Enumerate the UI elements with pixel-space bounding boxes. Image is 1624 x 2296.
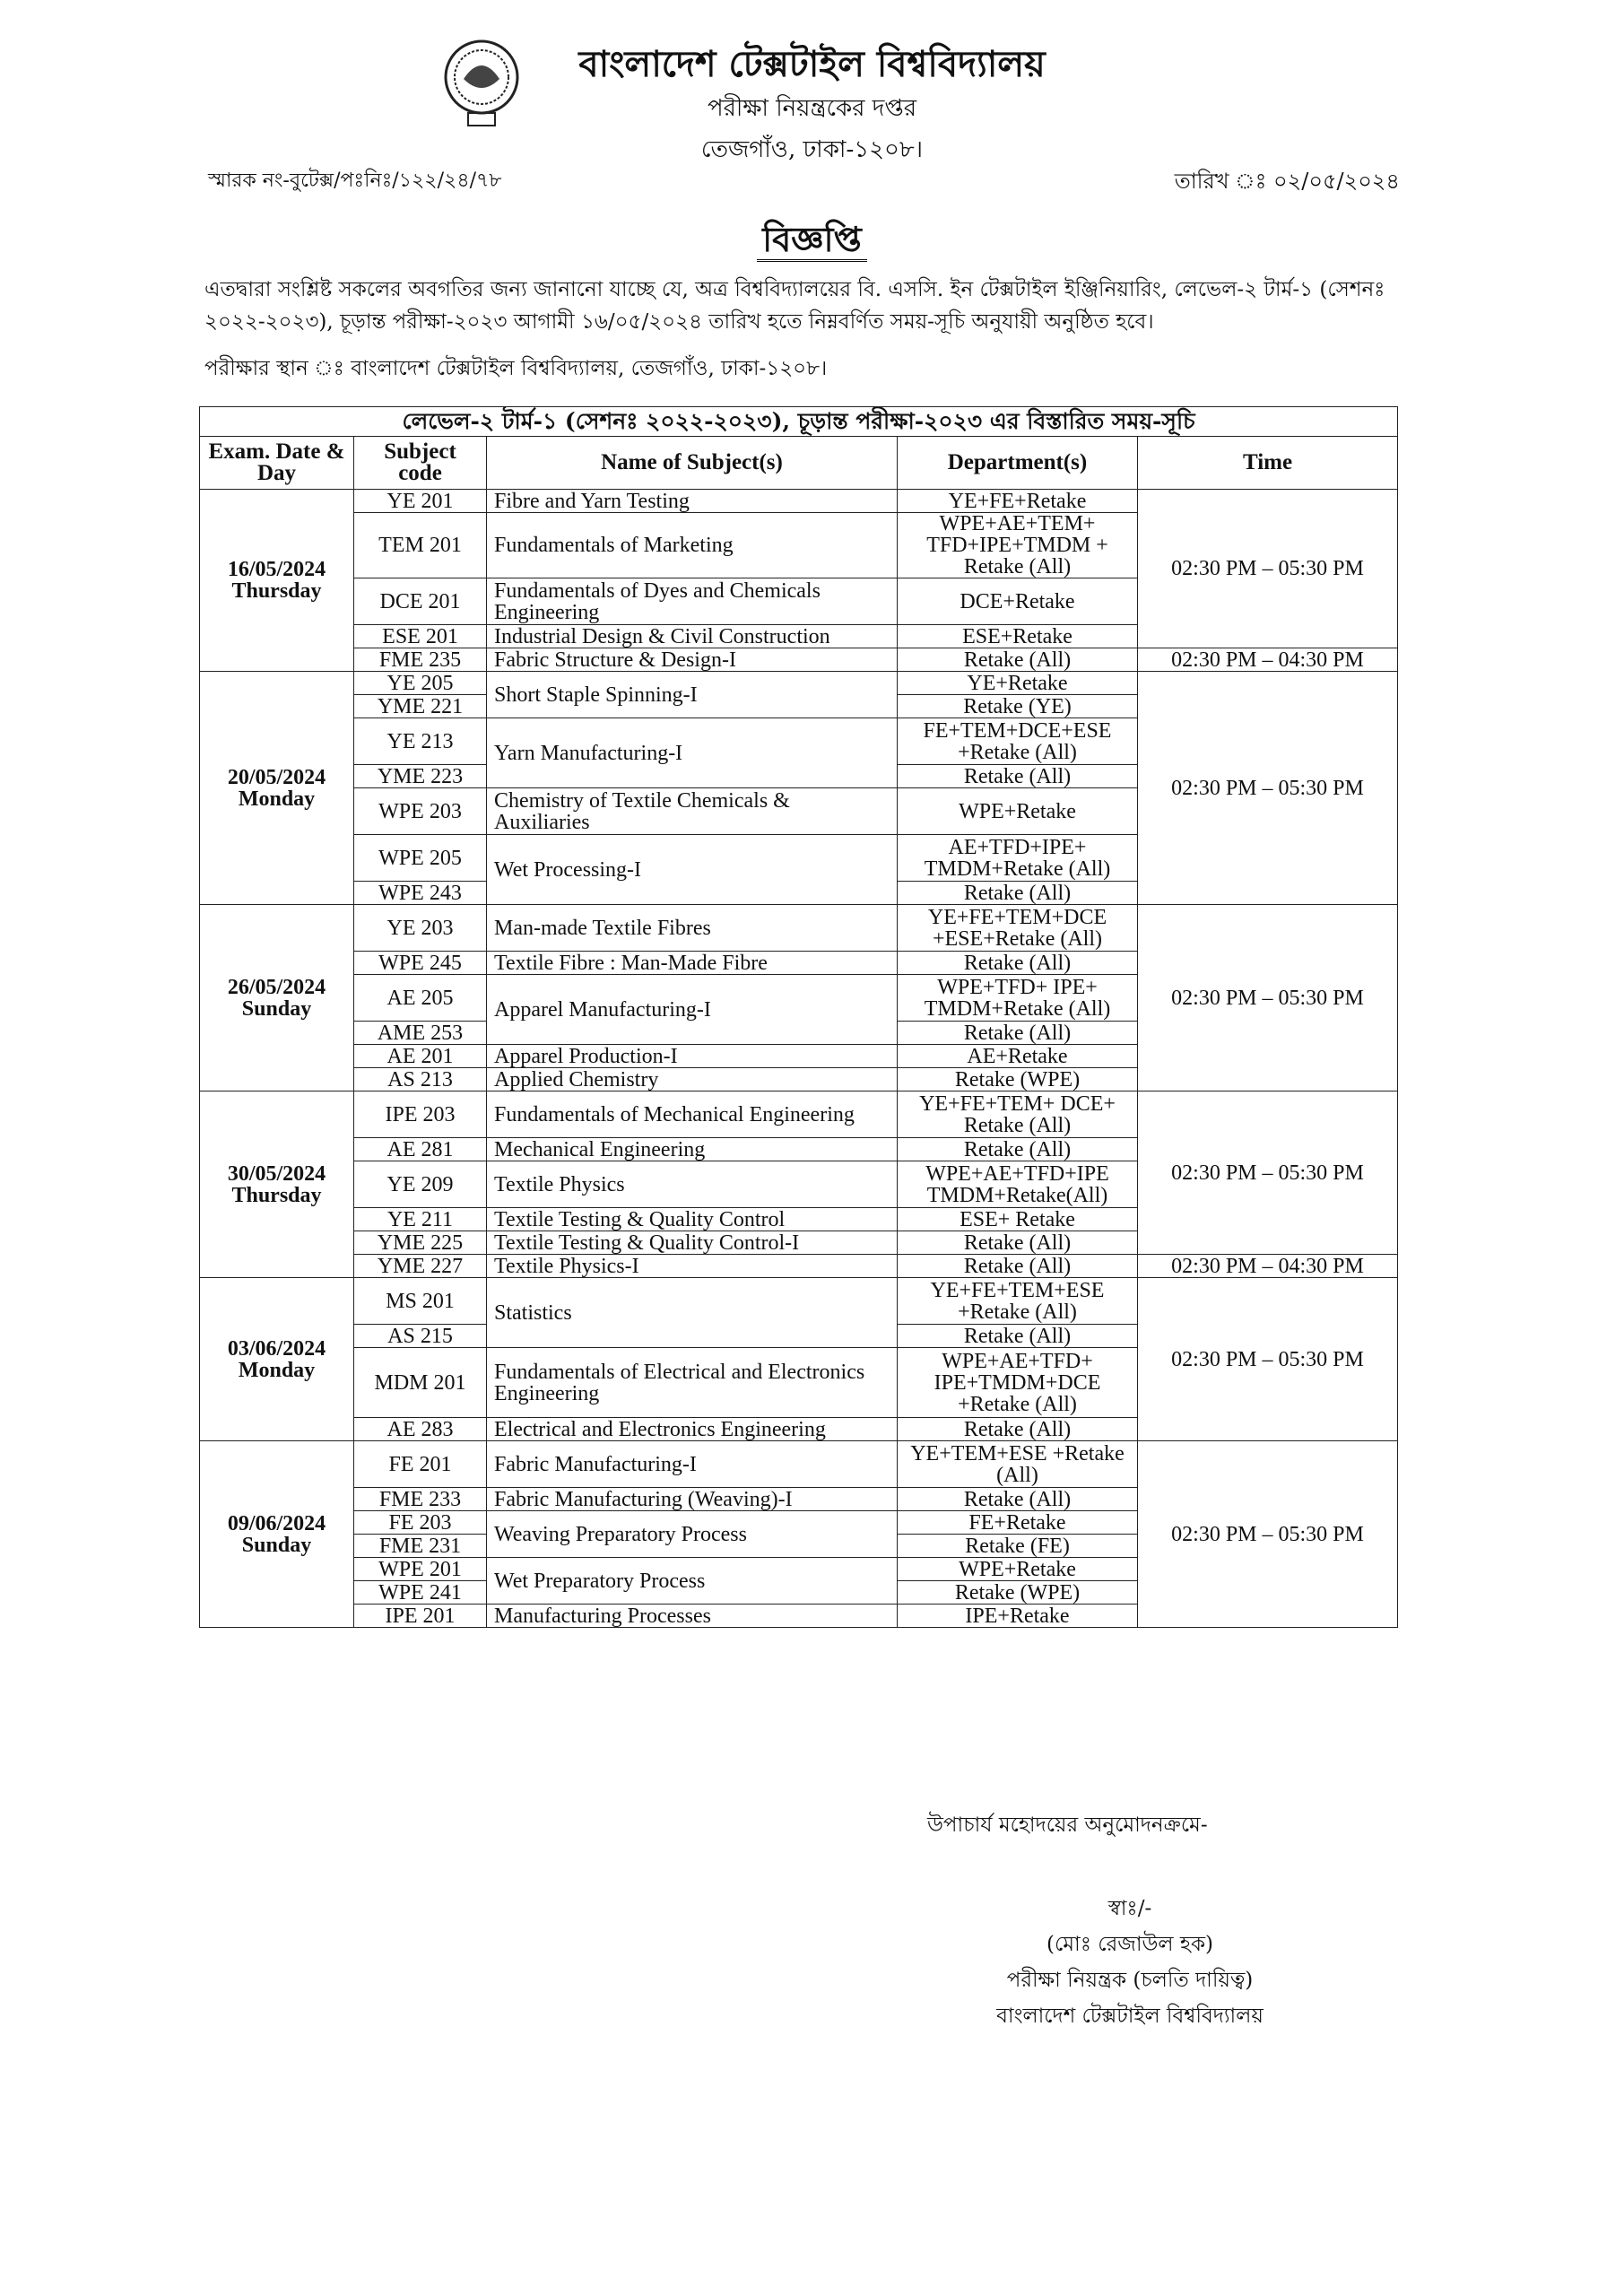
subject-name: Apparel Production-I — [487, 1045, 898, 1068]
notice-title — [0, 213, 1624, 271]
exam-time: 02:30 PM – 04:30 PM — [1138, 648, 1398, 672]
exam-venue: পরীক্ষার স্থান ঃ বাংলাদেশ টেক্সটাইল বিশ্ববিদ্যালয়, তেজগাঁও, ঢাকা-১২০৮। — [204, 357, 828, 380]
department: YE+FE+TEM+ESE +Retake (All) — [898, 1278, 1138, 1325]
subject-code: WPE 241 — [354, 1581, 487, 1605]
exam-time: 02:30 PM – 05:30 PM — [1138, 1278, 1398, 1441]
department: Retake (All) — [898, 1325, 1138, 1348]
department: Retake (WPE) — [898, 1581, 1138, 1605]
subject-name: Statistics — [487, 1278, 898, 1348]
exam-day: Monday — [238, 1358, 316, 1382]
subject-name: Yarn Manufacturing-I — [487, 718, 898, 788]
exam-date: 09/06/2024 — [227, 1511, 326, 1535]
subject-code: ESE 201 — [354, 625, 487, 648]
exam-time: 02:30 PM – 04:30 PM — [1138, 1255, 1398, 1278]
col-header-subject: Name of Subject(s) — [487, 437, 898, 490]
subject-code: YE 213 — [354, 718, 487, 765]
subject-name: Textile Testing & Quality Control — [487, 1208, 898, 1231]
subject-code: WPE 205 — [354, 835, 487, 882]
subject-code: YE 211 — [354, 1208, 487, 1231]
subject-code: MS 201 — [354, 1278, 487, 1325]
exam-day: Sunday — [241, 996, 312, 1021]
department: Retake (All) — [898, 1488, 1138, 1511]
subject-name: Weaving Preparatory Process — [487, 1511, 898, 1558]
exam-time: 02:30 PM – 05:30 PM — [1138, 1091, 1398, 1255]
subject-code: YE 201 — [354, 490, 487, 513]
department: YE+FE+TEM+DCE +ESE+Retake (All) — [898, 905, 1138, 952]
department: Retake (All) — [898, 1231, 1138, 1255]
exam-date: 26/05/2024 — [227, 975, 326, 999]
subject-code: YE 203 — [354, 905, 487, 952]
department: FE+TEM+DCE+ESE +Retake (All) — [898, 718, 1138, 765]
department: FE+Retake — [898, 1511, 1138, 1535]
notice-date: তারিখ ঃ ০২/০৫/২০২৪ — [1174, 169, 1400, 194]
notice-intro: এতদ্বারা সংশ্লিষ্ট সকলের অবগতির জন্য জানানো যাচ্ছে যে, অত্র বিশ্ববিদ্যালয়ের বি. এসসি. ইন টেক্সটাইল ইঞ্জিনিয়ারিং, লেভেল-২ টার্ম-১ (সেশনঃ ২০২২-২০২৩), চূড়ান্ত পরীক্ষা-২০২৩ আগামী ১৬/০৫/২০২৪ তারিখ হতে নিম্নবর্ণিত সময়-সূচি অনুযায়ী অনুষ্ঠিত হবে। — [204, 278, 1385, 334]
exam-day: Sunday — [241, 1533, 312, 1557]
department: Retake (All) — [898, 1418, 1138, 1441]
subject-code: AE 281 — [354, 1138, 487, 1161]
exam-time: 02:30 PM – 05:30 PM — [1138, 672, 1398, 905]
subject-code: AS 213 — [354, 1068, 487, 1091]
subject-name: Fundamentals of Dyes and Chemicals Engineering — [487, 578, 898, 625]
subject-code: AE 201 — [354, 1045, 487, 1068]
exam-date: 20/05/2024 — [227, 765, 326, 789]
subject-code: AS 215 — [354, 1325, 487, 1348]
subject-name: Fabric Manufacturing (Weaving)-I — [487, 1488, 898, 1511]
department: Retake (All) — [898, 952, 1138, 975]
subject-name: Wet Preparatory Process — [487, 1558, 898, 1605]
department: Retake (All) — [898, 1138, 1138, 1161]
signature-block — [897, 0, 1363, 2296]
subject-name: Mechanical Engineering — [487, 1138, 898, 1161]
col-header-department: Department(s) — [898, 437, 1138, 490]
exam-date-cell — [200, 1278, 354, 1441]
exam-time: 02:30 PM – 05:30 PM — [1138, 1441, 1398, 1628]
department: YE+TEM+ESE +Retake (All) — [898, 1441, 1138, 1488]
subject-code: IPE 201 — [354, 1605, 487, 1628]
subject-code: AE 283 — [354, 1418, 487, 1441]
department: WPE+TFD+ IPE+ TMDM+Retake (All) — [898, 975, 1138, 1022]
signature: স্বাঃ/- — [1107, 1897, 1152, 1920]
subject-name: Electrical and Electronics Engineering — [487, 1418, 898, 1441]
department: YE+Retake — [898, 672, 1138, 695]
office-name: পরীক্ষা নিয়ন্ত্রকের দপ্তর — [707, 95, 917, 122]
subject-code: AE 205 — [354, 975, 487, 1022]
exam-date-cell — [200, 1091, 354, 1278]
department: Retake (All) — [898, 1255, 1138, 1278]
subject-code: MDM 201 — [354, 1348, 487, 1418]
signer-name: (মোঃ রেজাউল হক) — [1046, 1933, 1214, 1956]
exam-date-cell — [200, 672, 354, 905]
department: WPE+AE+TFD+ IPE+TMDM+DCE +Retake (All) — [898, 1348, 1138, 1418]
table-caption: লেভেল-২ টার্ম-১ (সেশনঃ ২০২২-২০২৩), চূড়ান্ত পরীক্ষা-২০২৩ এর বিস্তারিত সময়-সূচি — [200, 407, 1398, 437]
department: Retake (YE) — [898, 695, 1138, 718]
exam-date-cell — [200, 490, 354, 672]
subject-code: FME 235 — [354, 648, 487, 672]
department: Retake (All) — [898, 648, 1138, 672]
exam-date: 16/05/2024 — [227, 558, 326, 581]
subject-code: DCE 201 — [354, 578, 487, 625]
subject-code: YE 205 — [354, 672, 487, 695]
exam-time: 02:30 PM – 05:30 PM — [1138, 905, 1398, 1091]
subject-code: YE 209 — [354, 1161, 487, 1208]
notice-title-text: বিজ্ঞপ্তি — [757, 219, 867, 262]
department: ESE+Retake — [898, 625, 1138, 648]
subject-code: WPE 203 — [354, 788, 487, 835]
department: YE+FE+Retake — [898, 490, 1138, 513]
address: তেজগাঁও, ঢাকা-১২০৮। — [700, 136, 924, 163]
subject-name: Textile Fibre : Man-Made Fibre — [487, 952, 898, 975]
subject-code: YME 223 — [354, 765, 487, 788]
department: Retake (FE) — [898, 1535, 1138, 1558]
subject-code: FME 233 — [354, 1488, 487, 1511]
subject-code: WPE 243 — [354, 882, 487, 905]
department: AE+Retake — [898, 1045, 1138, 1068]
approval-note: উপাচার্য মহোদয়ের অনুমোদনক্রমে- — [927, 1813, 1208, 1837]
exam-day: Thursday — [231, 579, 322, 603]
subject-code: WPE 201 — [354, 1558, 487, 1581]
department: WPE+Retake — [898, 1558, 1138, 1581]
subject-name: Short Staple Spinning-I — [487, 672, 898, 718]
subject-code: YME 227 — [354, 1255, 487, 1278]
subject-code: FME 231 — [354, 1535, 487, 1558]
subject-code: FE 201 — [354, 1441, 487, 1488]
subject-name: Fundamentals of Mechanical Engineering — [487, 1091, 898, 1138]
subject-code: IPE 203 — [354, 1091, 487, 1138]
department: AE+TFD+IPE+ TMDM+Retake (All) — [898, 835, 1138, 882]
subject-name: Man-made Textile Fibres — [487, 905, 898, 952]
subject-code: AME 253 — [354, 1022, 487, 1045]
subject-name: Applied Chemistry — [487, 1068, 898, 1091]
subject-name: Manufacturing Processes — [487, 1605, 898, 1628]
exam-time: 02:30 PM – 05:30 PM — [1138, 490, 1398, 648]
department: DCE+Retake — [898, 578, 1138, 625]
subject-name: Textile Physics-I — [487, 1255, 898, 1278]
subject-code: YME 225 — [354, 1231, 487, 1255]
department: Retake (WPE) — [898, 1068, 1138, 1091]
subject-name: Textile Physics — [487, 1161, 898, 1208]
subject-name: Textile Testing & Quality Control-I — [487, 1231, 898, 1255]
signer-title: পরীক্ষা নিয়ন্ত্রক (চলতি দায়িত্ব) — [1006, 1969, 1254, 1992]
department: IPE+Retake — [898, 1605, 1138, 1628]
subject-name: Fundamentals of Electrical and Electronics Engineering — [487, 1348, 898, 1418]
exam-date-cell — [200, 1441, 354, 1628]
exam-date-cell — [200, 905, 354, 1091]
subject-code: TEM 201 — [354, 513, 487, 578]
subject-code: FE 203 — [354, 1511, 487, 1535]
subject-name: Industrial Design & Civil Construction — [487, 625, 898, 648]
department: Retake (All) — [898, 765, 1138, 788]
exam-day: Monday — [238, 787, 316, 811]
subject-name: Apparel Manufacturing-I — [487, 975, 898, 1045]
subject-name: Wet Processing-I — [487, 835, 898, 905]
university-name: বাংলাদেশ টেক্সটাইল বিশ্ববিদ্যালয় — [578, 43, 1046, 85]
exam-date: 30/05/2024 — [227, 1161, 326, 1186]
department: Retake (All) — [898, 1022, 1138, 1045]
department: Retake (All) — [898, 882, 1138, 905]
signer-organization: বাংলাদেশ টেক্সটাইল বিশ্ববিদ্যালয় — [996, 2005, 1264, 2028]
department: WPE+AE+TFD+IPE TMDM+Retake(All) — [898, 1161, 1138, 1208]
exam-date: 03/06/2024 — [227, 1336, 326, 1361]
subject-name: Fibre and Yarn Testing — [487, 490, 898, 513]
col-header-time: Time — [1138, 437, 1398, 490]
subject-name: Fabric Structure & Design-I — [487, 648, 898, 672]
department: WPE+Retake — [898, 788, 1138, 835]
col-header-date: Exam. Date & Day — [200, 437, 354, 490]
exam-day: Thursday — [231, 1183, 322, 1207]
department: WPE+AE+TEM+ TFD+IPE+TMDM + Retake (All) — [898, 513, 1138, 578]
subject-code: YME 221 — [354, 695, 487, 718]
department: ESE+ Retake — [898, 1208, 1138, 1231]
department: YE+FE+TEM+ DCE+ Retake (All) — [898, 1091, 1138, 1138]
reference-number: স্মারক নং-বুটেক্স/পঃনিঃ/১২২/২৪/৭৮ — [208, 170, 502, 192]
subject-name: Chemistry of Textile Chemicals & Auxiliaries — [487, 788, 898, 835]
subject-code: WPE 245 — [354, 952, 487, 975]
subject-name: Fabric Manufacturing-I — [487, 1441, 898, 1488]
col-header-code: Subject code — [354, 437, 487, 490]
subject-name: Fundamentals of Marketing — [487, 513, 898, 578]
